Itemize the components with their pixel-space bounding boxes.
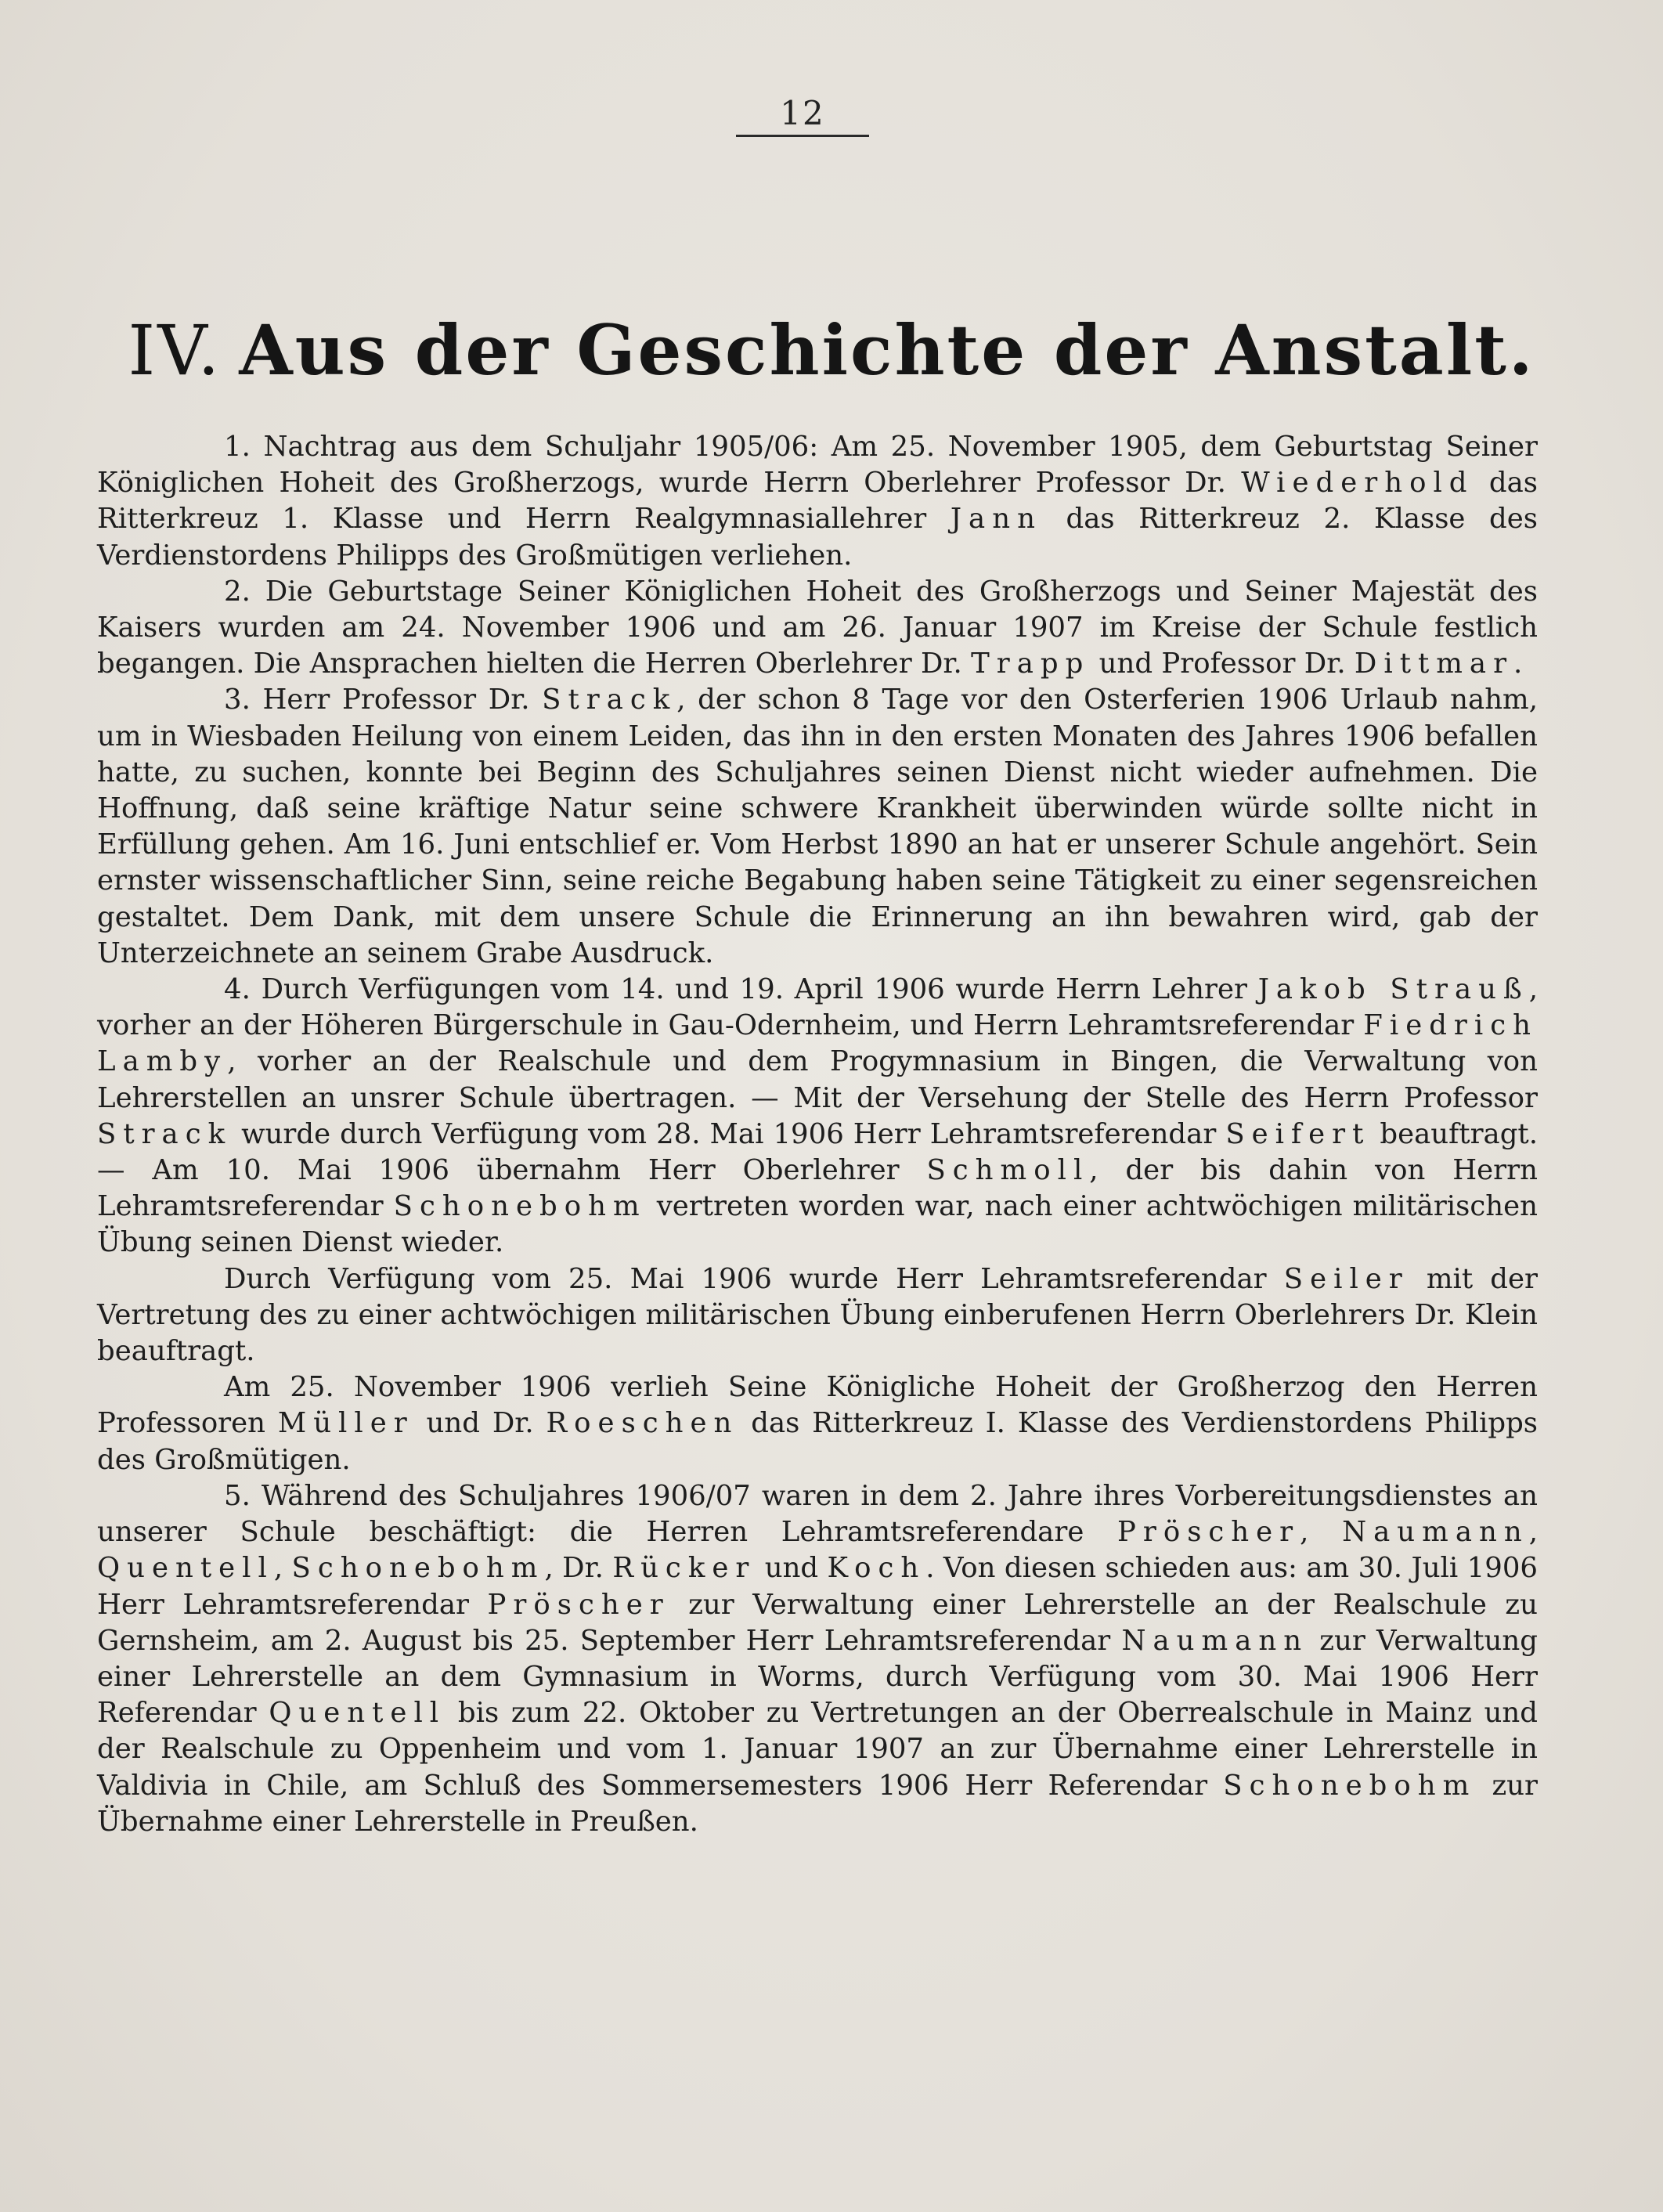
spaced-name: Pröscher [1116, 1516, 1300, 1549]
paragraph-text: mit der Vertretung des zu einer achtwöchigen militärischen Übung einberufenen Herrn Oberlehrers Dr. Klein beauftragt. [97, 1262, 1538, 1368]
paragraph [97, 1261, 1538, 1370]
spaced-name: Schonebohm [1223, 1769, 1477, 1802]
paragraph [97, 429, 1538, 574]
paragraph-text: Am 25. November 1906 verlieh Seine Königliche Hoheit der Großherzog den Herren Professoren [97, 1371, 1538, 1440]
spaced-name: Koch [827, 1552, 926, 1585]
spaced-name: Schonebohm [393, 1190, 647, 1223]
paragraph-text: Durch Verfügung vom 25. Mai 1906 wurde Herr Lehramtsreferendar [224, 1262, 1284, 1295]
page-number-rule [736, 135, 869, 137]
paragraph-text: und Professor Dr. [1090, 648, 1355, 680]
paragraph-text: und [756, 1552, 828, 1585]
paragraph-text: das Ritterkreuz 1. Klasse und Herrn Realgymnasiallehrer [97, 467, 1538, 536]
spaced-name: Jakob Strauß [1257, 973, 1529, 1006]
spaced-name: Quentell [97, 1552, 274, 1585]
paragraph-text: wurde durch Verfügung vom 28. Mai 1906 Herr Lehramtsreferendar [232, 1117, 1226, 1150]
spaced-name: Schmoll [926, 1154, 1090, 1187]
page-number: 12 [780, 94, 825, 132]
spaced-name: Fiedrich Lamby [97, 1009, 1538, 1078]
paragraph-text: das Ritterkreuz 2. Klasse des Verdienstordens Philipps des Großmütigen verliehen. [97, 503, 1538, 572]
paragraph-text: , [273, 1552, 292, 1585]
spaced-name: Naumann [1121, 1624, 1309, 1657]
paragraph-text: beauftragt. — Am 10. Mai 1906 übernahm Herr Oberlehrer [97, 1117, 1538, 1187]
spaced-name: Dittmar [1354, 648, 1514, 680]
paragraph-text: . [1513, 648, 1523, 680]
section-title: Aus der Geschichte der Anstalt. [239, 309, 1535, 391]
paragraph-text: , vorher an der Höheren Bürgerschule in Gau-Odernheim, und Herrn Lehramtsreferendar [97, 973, 1538, 1042]
paragraph [97, 682, 1538, 972]
paragraph [97, 1478, 1538, 1840]
paragraph-text: vertreten worden war, nach einer achtwöchigen militärischen Übung seinen Dienst wieder. [97, 1190, 1538, 1259]
paragraph [97, 1369, 1538, 1478]
paragraph-text: das Ritterkreuz I. Klasse des Verdienstordens Philipps des Großmütigen. [97, 1407, 1539, 1476]
paragraph-text: bis zum 22. Oktober zu Vertretungen an der Oberrealschule in Mainz und der Realschule zu Oppenheim und vom 1. Januar 1907 an zur Übernahme einer Lehrerstelle in Valdivia in Chile, am Schluß des Sommersemesters 1906 Herr Referendar [97, 1697, 1538, 1802]
paragraph-text: , [1528, 1516, 1539, 1549]
spaced-name: Pröscher [487, 1588, 670, 1621]
paragraph-text: , vorher an der Realschule und dem Progymnasium in Bingen, die Verwaltung von Lehrerstellen an unsrer Schule übertragen. — Mit der Versehung der Stelle des Herrn Professor [97, 1045, 1538, 1114]
paragraph-text: 3. Herr Professor Dr. [224, 684, 543, 716]
spaced-name: Müller [277, 1407, 414, 1440]
paragraph [97, 574, 1538, 683]
spaced-name: Jann [950, 503, 1042, 536]
spaced-name: Naumann [1342, 1516, 1529, 1549]
spaced-name: Seiler [1283, 1262, 1409, 1295]
paragraph-text: zur Übernahme einer Lehrerstelle in Preußen. [97, 1769, 1539, 1838]
spaced-name: Wiederhold [1241, 467, 1474, 500]
section-numeral: IV. [128, 310, 222, 391]
spaced-name: Strack [97, 1117, 233, 1150]
paragraph [97, 972, 1538, 1261]
paragraph-text: und Dr. [413, 1407, 547, 1440]
paragraph-text: , Dr. [544, 1552, 613, 1585]
body-text [97, 429, 1538, 1840]
paragraph-text: , [1300, 1516, 1343, 1549]
spaced-name: Seifert [1225, 1117, 1371, 1150]
paragraph-text: 4. Durch Verfügungen vom 14. und 19. April 1906 wurde Herrn Lehrer [224, 973, 1258, 1006]
paragraph-text: , der bis dahin von Herrn Lehramtsreferendar [97, 1154, 1538, 1223]
paragraph-text: zur Verwaltung einer Lehrerstelle an der Realschule zu Gernsheim, am 2. August bis 25. September Herr Lehramtsreferendar [97, 1588, 1538, 1657]
paragraph-text: 1. Nachtrag aus dem Schuljahr 1905/06: Am 25. November 1905, dem Geburtstag Seiner Königlichen Hoheit des Großherzogs, wurde Herrn Oberlehrer Professor Dr. [97, 431, 1538, 500]
spaced-name: Rücker [612, 1552, 756, 1585]
spaced-name: Quentell [269, 1697, 446, 1730]
section-heading [117, 309, 1546, 391]
paragraph-text: zur Verwaltung einer Lehrerstelle an dem Gymnasium in Worms, durch Verfügung vom 30. Mai 1906 Herr Referendar [97, 1624, 1538, 1730]
spaced-name: Strack [542, 684, 677, 716]
spaced-name: Roeschen [546, 1407, 739, 1440]
paragraph-text: . Von diesen schieden aus: am 30. Juli 1906 Herr Lehramtsreferendar [97, 1552, 1538, 1621]
spaced-name: Trapp [971, 648, 1091, 680]
paragraph-text: , der schon 8 Tage vor den Osterferien 1906 Urlaub nahm, um in Wiesbaden Heilung von einem Leiden, das ihn in den ersten Monaten des Jahres 1906 befallen hatte, zu suchen, konnte bei Beginn des Schuljahres seinen Dienst nicht wieder aufnehmen. Die Hoffnung, daß seine kräftige Natur seine schwere Krankheit überwinden würde sollte nicht in Erfüllung gehen. Am 16. Juni entschlief er. Vom Herbst 1890 an hat er unserer Schule angehört. Sein ernster wissenschaftlicher Sinn, seine reiche Begabung haben seine Tätigkeit zu einer segensreichen gestaltet. Dem Dank, mit dem unsere Schule die Erinnerung an ihn bewahren wird, gab der Unterzeichnete an seinem Grabe Ausdruck. [97, 684, 1539, 969]
paragraph-text: 5. Während des Schuljahres 1906/07 waren in dem 2. Jahre ihres Vorbereitungsdienstes an unserer Schule beschäftigt: die Herren Lehramtsreferendare [97, 1479, 1538, 1549]
spaced-name: Schonebohm [291, 1552, 545, 1585]
paragraph-text: 2. Die Geburtstage Seiner Königlichen Hoheit des Großherzogs und Seiner Majestät des Kaisers wurden am 24. November 1906 und am 26. Januar 1907 im Kreise der Schule festlich begangen. Die Ansprachen hielten die Herren Oberlehrer Dr. [97, 575, 1538, 680]
